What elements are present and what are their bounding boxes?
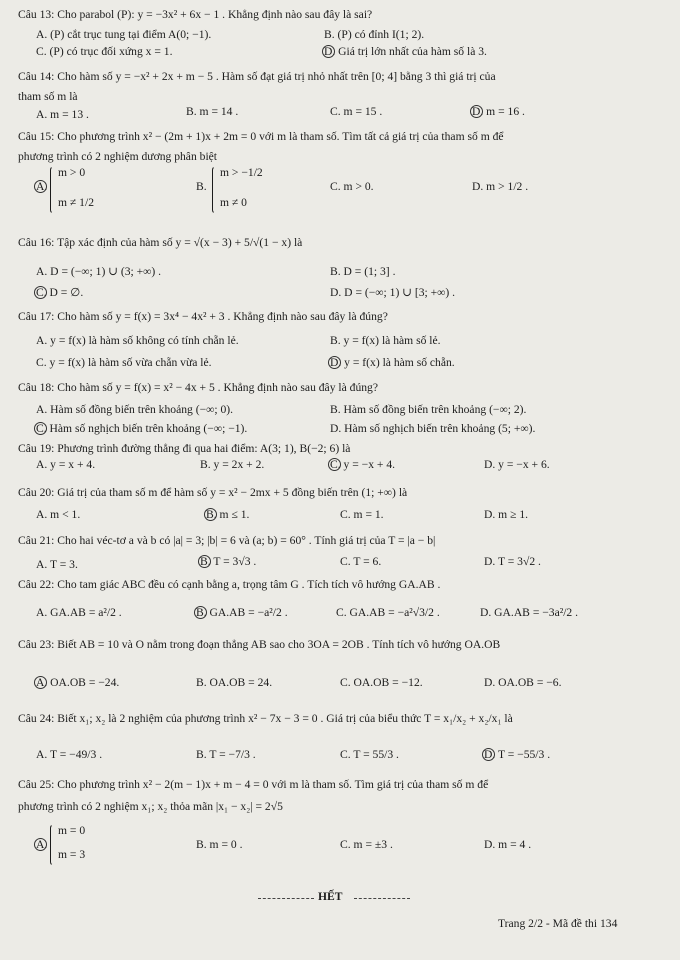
q14-option-b: B. m = 14 . [186,105,239,118]
q13-stem: Câu 13: Cho parabol (P): y = −3x² + 6x − 1 . Khẳng định nào sau đây là sai? [18,8,373,21]
q22-option-a: A. GA.AB = a²/2 . [36,606,122,619]
q16-option-b: B. D = (1; 3] . [330,265,396,278]
q25-option-c: C. m = ±3 . [340,838,393,851]
q19-option-d: D. y = −x + 6. [484,458,550,471]
q21-option-c: C. T = 6. [340,555,382,568]
q23-option-d: D. OA.OB = −6. [484,676,562,689]
end-divider-right [354,898,410,899]
q18-option-a: A. Hàm số đồng biến trên khoảng (−∞; 0). [36,403,234,416]
q13-option-a: A. (P) cắt trục tung tại điểm A(0; −1). [36,28,212,41]
q14-stem-line2: tham số m là [18,90,78,103]
end-divider-left [258,898,314,899]
q14-option-c: C. m = 15 . [330,105,383,118]
q17-option-d: D. y = f(x) là hàm số chẵn. [330,356,455,369]
q16-option-a: A. D = (−∞; 1) ∪ (3; +∞) . [36,265,162,278]
q15-option-b-line2: m ≠ 0 [220,196,247,209]
q15-stem-line2: phương trình có 2 nghiệm dương phân biệt [18,150,218,163]
q24-option-b: B. T = −7/3 . [196,748,256,761]
q23-option-b: B. OA.OB = 24. [196,676,273,689]
q24-option-d: D. T = −55/3 . [484,748,551,761]
q25-option-a-line1: m = 0 [58,824,86,837]
q22-stem: Câu 22: Cho tam giác ABC đều có cạnh bằng a, trọng tâm G . Tích tích vô hướng GA.AB . [18,578,441,591]
q20-option-c: C. m = 1. [340,508,384,521]
q16-stem: Câu 16: Tập xác định của hàm số y = √(x − 3) + 5/√(1 − x) là [18,236,303,249]
q14-option-d: D. m = 16 . [472,105,525,118]
q20-stem: Câu 20: Giá trị của tham số m để hàm số y = x² − 2mx + 5 đồng biến trên (1; +∞) là [18,486,408,499]
q23-option-c: C. OA.OB = −12. [340,676,423,689]
q15-option-b-line1: m > −1/2 [220,166,263,179]
q19-option-c: C. y = −x + 4. [330,458,396,471]
q18-option-d: D. Hàm số nghịch biến trên khoảng (5; +∞). [330,422,536,435]
q23-stem: Câu 23: Biết AB = 10 và O nằm trong đoạn thẳng AB sao cho 3OA = 2OB . Tính tích vô hướng OA.OB [18,638,501,651]
q21-option-d: D. T = 3√2 . [484,555,541,568]
q15-option-b-brace [212,166,218,214]
q15-option-a-line2: m ≠ 1/2 [58,196,94,209]
q21-option-a: A. T = 3. [36,558,78,571]
q19-stem: Câu 19: Phương trình đường thẳng đi qua hai điểm: A(3; 1), B(−2; 6) là [18,442,351,455]
q14-stem-line1: Câu 14: Cho hàm số y = −x² + 2x + m − 5 . Hàm số đạt giá trị nhỏ nhất trên [0; 4] bằng 3 thì giá trị của [18,70,496,83]
q24-option-a: A. T = −49/3 . [36,748,103,761]
q21-option-b: B. T = 3√3 . [200,555,257,568]
q24-option-c: C. T = 55/3 . [340,748,399,761]
q18-stem: Câu 18: Cho hàm số y = f(x) = x² − 4x + 5 . Khẳng định nào sau đây là đúng? [18,381,379,394]
q21-stem: Câu 21: Cho hai véc-tơ a và b có |a| = 3; |b| = 6 và (a; b) = 60° . Tính giá trị của T = |a − b| [18,534,436,547]
q25-stem-line2: phương trình có 2 nghiệm x₁; x₂ thỏa mãn |x₁ − x₂| = 2√5 [18,800,283,813]
q20-option-b: B. m ≤ 1. [206,508,250,521]
q15-option-a-line1: m > 0 [58,166,86,179]
q15-stem-line1: Câu 15: Cho phương trình x² − (2m + 1)x + 2m = 0 với m là tham số. Tìm tất cả giá trị của tham số m để [18,130,504,143]
q16-option-d: D. D = (−∞; 1) ∪ [3; +∞) . [330,286,456,299]
q17-stem: Câu 17: Cho hàm số y = f(x) = 3x⁴ − 4x² + 3 . Khẳng định nào sau đây là đúng? [18,310,388,323]
q25-option-d: D. m = 4 . [484,838,532,851]
q25-option-a-line2: m = 3 [58,848,86,861]
q17-option-b: B. y = f(x) là hàm số lẻ. [330,334,441,347]
q25-option-a-label: A. [36,838,48,851]
q15-option-a-brace [50,166,56,214]
page-footer: Trang 2/2 - Mã đề thi 134 [498,917,618,930]
q13-option-d: D. Giá trị lớn nhất của hàm số là 3. [324,45,487,58]
q17-option-c: C. y = f(x) là hàm số vừa chẵn vừa lẻ. [36,356,212,369]
q15-option-c: C. m > 0. [330,180,374,193]
q15-option-a-label: A. [36,180,48,193]
q25-stem-line1: Câu 25: Cho phương trình x² − 2(m − 1)x + m − 4 = 0 với m là tham số. Tìm giá trị của tham số m để [18,778,489,791]
q19-option-b: B. y = 2x + 2. [200,458,265,471]
q22-option-c: C. GA.AB = −a²√3/2 . [336,606,440,619]
q13-option-b: B. (P) có đỉnh I(1; 2). [324,28,425,41]
q15-option-d: D. m > 1/2 . [472,180,529,193]
q22-option-b: B. GA.AB = −a²/2 . [196,606,288,619]
q25-option-b: B. m = 0 . [196,838,243,851]
q14-option-a: A. m = 13 . [36,108,89,121]
q20-option-a: A. m < 1. [36,508,81,521]
end-label: HẾT [318,890,343,903]
q16-option-c: C. D = ∅. [36,286,84,299]
q17-option-a: A. y = f(x) là hàm số không có tính chẵn lẻ. [36,334,239,347]
q20-option-d: D. m ≥ 1. [484,508,529,521]
q25-option-a-brace [50,824,56,866]
q18-option-b: B. Hàm số đồng biến trên khoảng (−∞; 2). [330,403,527,416]
q15-option-b-label: B. [196,180,207,193]
q13-option-c: C. (P) có trục đối xứng x = 1. [36,45,173,58]
q18-option-c: C. Hàm số nghịch biến trên khoảng (−∞; −1). [36,422,248,435]
q22-option-d: D. GA.AB = −3a²/2 . [480,606,579,619]
q19-option-a: A. y = x + 4. [36,458,96,471]
q24-stem: Câu 24: Biết x₁; x₂ là 2 nghiệm của phương trình x² − 7x − 3 = 0 . Giá trị của biểu thức T = x₁/x₂ + x₂/x₁ là [18,712,513,725]
q23-option-a: A. OA.OB = −24. [36,676,120,689]
